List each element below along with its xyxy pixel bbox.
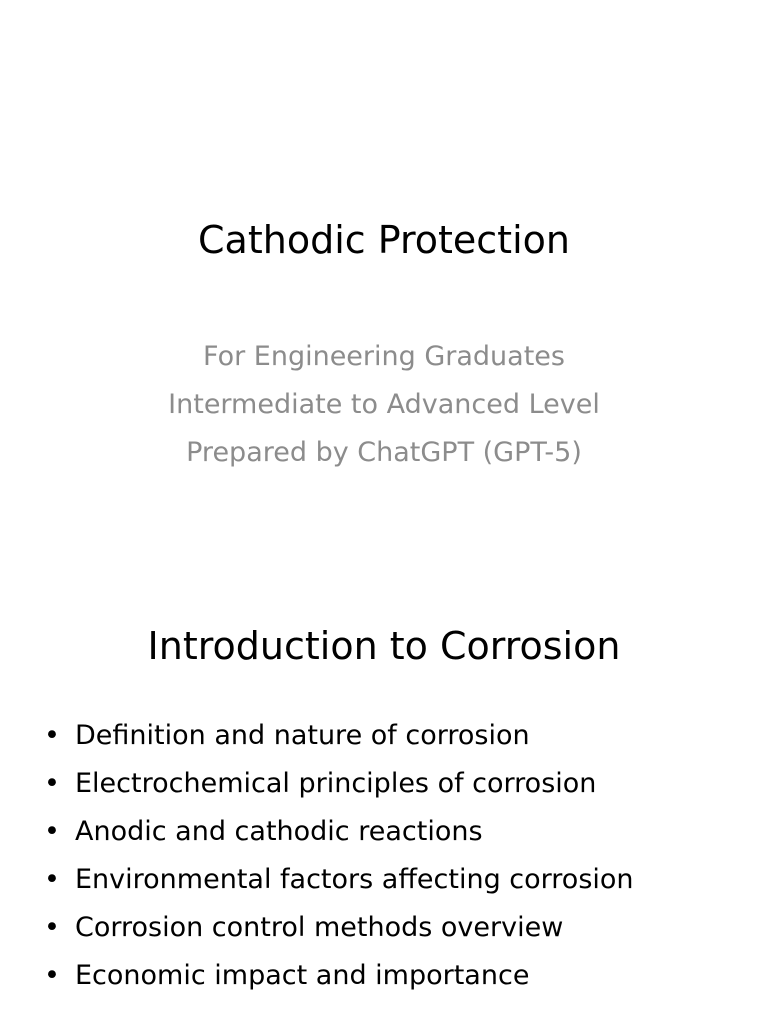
slide-subtitle — [0, 333, 768, 477]
bullet-text: Electrochemical principles of corrosion — [75, 768, 597, 799]
subtitle-line: For Engineering Graduates — [203, 341, 565, 372]
slide-title: Cathodic Protection — [198, 218, 570, 262]
bullet-item — [40, 952, 760, 1000]
bullet-text: Economic impact and importance — [75, 960, 530, 991]
bullet-item — [40, 808, 760, 856]
bullet-text: Definition and nature of corrosion — [75, 720, 530, 751]
bullet-text: Environmental factors affecting corrosion — [75, 864, 634, 895]
bullet-text: Corrosion control methods overview — [75, 912, 564, 943]
bullet-item — [40, 712, 760, 760]
bullet-icon: • — [44, 768, 60, 799]
bullet-item — [40, 760, 760, 808]
bullet-item — [40, 904, 760, 952]
bullet-text: Anodic and cathodic reactions — [75, 816, 483, 847]
bullet-icon: • — [44, 720, 60, 751]
bullet-icon: • — [44, 816, 60, 847]
bullet-item — [40, 856, 760, 904]
bullet-icon: • — [44, 960, 60, 991]
content-slide — [0, 576, 768, 1024]
bullet-icon: • — [44, 864, 60, 895]
bullet-icon: • — [44, 912, 60, 943]
slide-title: Introduction to Corrosion — [147, 624, 621, 668]
bullet-list — [40, 712, 760, 1000]
subtitle-line: Intermediate to Advanced Level — [168, 389, 600, 420]
subtitle-line: Prepared by ChatGPT (GPT-5) — [186, 437, 582, 468]
